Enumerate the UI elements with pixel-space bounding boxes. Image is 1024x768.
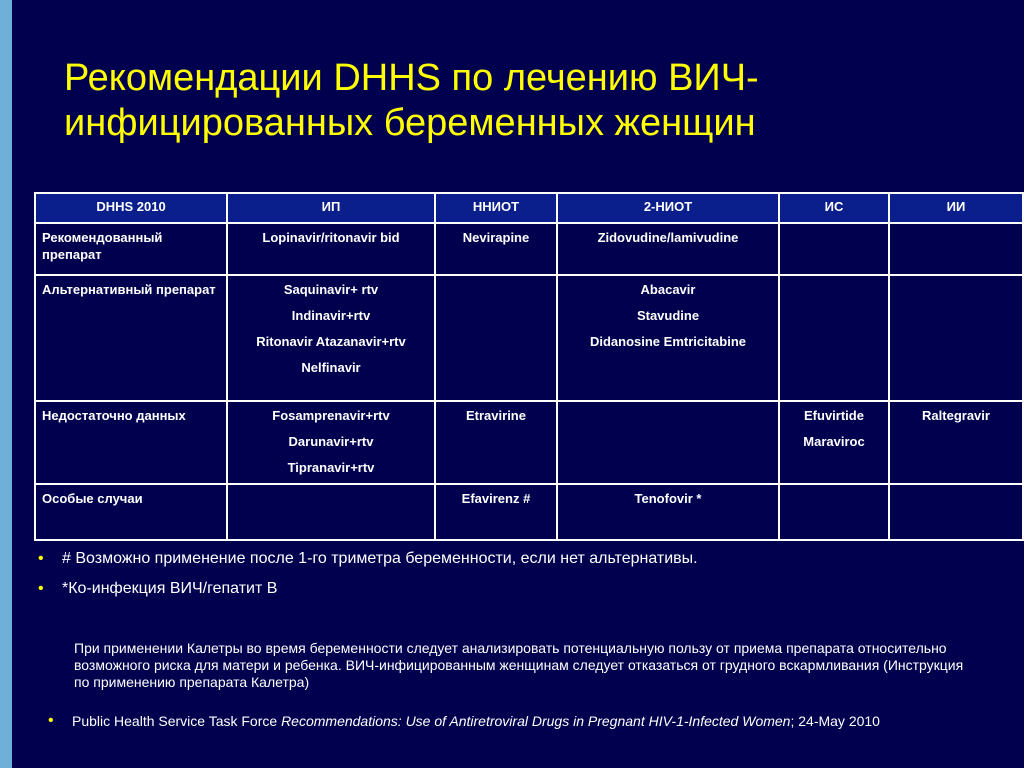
cell-ei (779, 275, 889, 401)
footnote-text: # Возможно применение после 1-го триметра беременности, если нет альтернативы. (62, 550, 698, 567)
reference-citation (48, 712, 1012, 730)
table-row (35, 401, 1023, 484)
bullet-dot-icon: • (48, 712, 54, 729)
footnote-text: *Ко-инфекция ВИЧ/гепатит В (62, 580, 278, 597)
footnote-item (38, 579, 998, 599)
cell-ei (779, 484, 889, 540)
bullet-dot-icon: • (38, 550, 44, 567)
footnote-item (38, 549, 998, 569)
cell-pi (227, 401, 435, 484)
drug-name: Efavirenz # (461, 491, 531, 506)
bullet-dot-icon: • (38, 580, 44, 597)
drug-name: Zidovudine/lamivudine (597, 230, 739, 245)
cell-ei (779, 401, 889, 484)
title-line-2: инфицированных беременных женщин (64, 102, 756, 144)
header-dhhs: DHHS 2010 (35, 193, 227, 223)
header-nrti: 2-НИОТ (557, 193, 779, 223)
row-label: Недостаточно данных (35, 401, 227, 484)
cell-ii (889, 401, 1023, 484)
cell-pi (227, 223, 435, 275)
cell-ii (889, 484, 1023, 540)
reference-prefix: Public Health Service Task Force (72, 713, 282, 729)
cell-nnrti (435, 484, 557, 540)
drug-name: Ritonavir Atazanavir+rtv (256, 334, 406, 349)
table-header-row (35, 193, 1023, 223)
header-ii: ИИ (889, 193, 1023, 223)
row-label: Альтернативный препарат (35, 275, 227, 401)
drug-name: Lopinavir/ritonavir bid (262, 230, 400, 245)
slide-title (64, 56, 964, 146)
drug-name: Tipranavir+rtv (287, 460, 375, 475)
table-row (35, 484, 1023, 540)
header-pi: ИП (227, 193, 435, 223)
drug-name: Didanosine Emtricitabine (589, 334, 747, 349)
cell-nnrti (435, 401, 557, 484)
row-label: Рекомендованный препарат (35, 223, 227, 275)
table-row (35, 275, 1023, 401)
cell-ii (889, 275, 1023, 401)
drug-name: Nelfinavir (301, 360, 361, 375)
left-accent-bar (0, 0, 12, 768)
drug-name: Maraviroc (803, 434, 865, 449)
drug-name: Darunavir+rtv (288, 434, 374, 449)
title-line-1: Рекомендации DHHS по лечению ВИЧ- (64, 57, 759, 99)
cell-nrti (557, 223, 779, 275)
cell-nnrti (435, 275, 557, 401)
cell-pi (227, 484, 435, 540)
drug-name: Nevirapine (462, 230, 530, 245)
drug-name: Saquinavir+ rtv (283, 282, 379, 297)
drug-name: Etravirine (466, 408, 526, 423)
drug-name: Tenofovir * (634, 491, 702, 506)
cell-ii (889, 223, 1023, 275)
footnotes-list (38, 549, 998, 609)
kaletra-paragraph: При применении Калетры во время беременности следует анализировать потенциальную пользу от приема препарата относительно возможного риска для матери и ребенка. ВИЧ-инфицированным женщинам следует отказаться от грудного вскармливания (Инструкция по применению препарата Калетра) (74, 640, 964, 690)
drug-table (34, 192, 1024, 541)
row-label: Особые случаи (35, 484, 227, 540)
cell-nrti (557, 401, 779, 484)
reference-suffix: ; 24-May 2010 (790, 713, 880, 729)
header-nnrti: ННИОТ (435, 193, 557, 223)
drug-name: Indinavir+rtv (291, 308, 371, 323)
cell-pi (227, 275, 435, 401)
cell-ei (779, 223, 889, 275)
reference-title: Recommendations: Use of Antiretroviral Drugs in Pregnant HIV-1-Infected Women (281, 713, 791, 729)
drug-name: Stavudine (636, 308, 700, 323)
drug-name: Efuvirtide (804, 408, 864, 423)
cell-nrti (557, 484, 779, 540)
cell-nrti (557, 275, 779, 401)
drug-name: Fosamprenavir+rtv (272, 408, 390, 423)
drug-name: Raltegravir (922, 408, 990, 423)
table-row (35, 223, 1023, 275)
header-ei: ИС (779, 193, 889, 223)
drug-name: Abacavir (640, 282, 696, 297)
cell-nnrti (435, 223, 557, 275)
